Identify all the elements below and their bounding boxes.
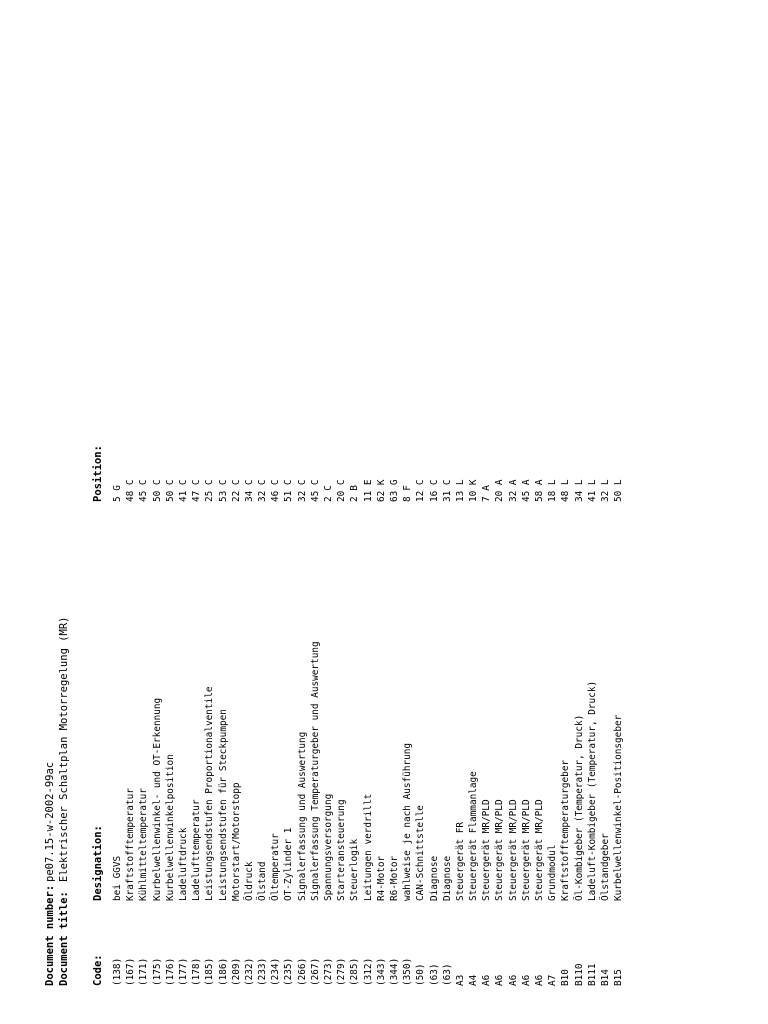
row-code: (285): [349, 957, 361, 986]
row-position: 45 C: [138, 479, 150, 502]
row-position: 32 C: [296, 479, 308, 502]
row-designation: Steuergerät MR/PLD: [520, 799, 532, 901]
row-position: 10 K: [468, 479, 480, 502]
row-code: A6: [534, 974, 545, 986]
row-designation: Steuergerät MR/PLD: [494, 799, 506, 901]
row-code: (273): [323, 957, 334, 986]
row-position: 12 C: [415, 479, 427, 502]
table-row: [243, 366, 256, 986]
row-designation: Steuergerät MR/PLD: [481, 799, 493, 901]
table-row: [414, 366, 427, 986]
row-code: B110: [573, 963, 585, 986]
row-designation: Steuerlogik: [349, 838, 361, 901]
table-row: [164, 366, 177, 986]
legend-table: [111, 366, 625, 986]
row-position: 58 A: [534, 479, 545, 502]
row-designation: Steuergerät MR/PLD: [507, 799, 519, 901]
row-code: (185): [204, 957, 216, 986]
row-code: (266): [296, 957, 308, 986]
row-code: A6: [494, 974, 506, 986]
row-position: 50 C: [151, 479, 163, 502]
row-position: 34 C: [243, 479, 255, 502]
row-code: (186): [217, 957, 229, 986]
row-designation: bei GGVS: [112, 855, 123, 901]
row-designation: Kraftstofftemperaturgeber: [560, 759, 572, 901]
row-designation: R6-Motor: [388, 855, 400, 901]
row-position: 32 C: [257, 479, 269, 502]
row-code: A6: [507, 974, 519, 986]
row-code: (350): [402, 957, 414, 986]
row-designation: Kühlmitteltemperatur: [138, 788, 150, 901]
row-code: (235): [283, 957, 295, 986]
row-designation: R4-Motor: [375, 855, 387, 901]
row-code: (171): [138, 957, 150, 986]
row-position: 63 G: [388, 479, 400, 502]
row-code: B15: [613, 969, 625, 986]
row-position: 22 C: [230, 479, 242, 502]
row-designation: Ladeluft-Kombigeber (Temperatur, Druck): [586, 680, 598, 901]
row-designation: Ladeluftdruck: [177, 827, 189, 901]
row-position: 48 L: [560, 479, 572, 502]
row-code: (343): [375, 957, 387, 986]
table-row: [467, 366, 480, 986]
document-number-label: Document number:: [44, 884, 56, 986]
table-row: [441, 366, 454, 986]
table-row: [217, 366, 230, 986]
row-position: 41 C: [177, 479, 189, 502]
table-row: [190, 366, 203, 986]
row-designation: Ladelufttemperatur: [191, 799, 203, 901]
row-position: 47 C: [191, 479, 203, 502]
row-position: 51 C: [283, 479, 295, 502]
row-position: 62 K: [375, 479, 387, 502]
table-row: [348, 366, 361, 986]
row-designation: Öldruck: [243, 861, 255, 901]
row-designation: wahlweise je nach Ausführung: [402, 742, 414, 901]
row-position: 7 A: [481, 485, 493, 502]
table-row: [573, 366, 586, 986]
row-position: 20 C: [336, 479, 348, 502]
table-row: [322, 366, 335, 986]
row-code: (312): [362, 957, 374, 986]
row-designation: Kraftstofftemperatur: [125, 788, 137, 901]
row-position: 32 L: [599, 479, 611, 502]
table-row: [203, 366, 216, 986]
row-position: 16 C: [428, 479, 440, 502]
row-designation: Ölstandgeber: [599, 833, 611, 901]
table-row: [256, 366, 269, 986]
table-row: [533, 366, 546, 986]
row-designation: Öltemperatur: [270, 833, 282, 901]
row-designation: Signalerfassung Temperaturgeber und Auswertung: [309, 641, 321, 901]
table-row: [388, 366, 401, 986]
row-code: (138): [112, 957, 123, 986]
row-designation: Grundmodul: [547, 844, 559, 901]
table-row: [586, 366, 599, 986]
row-position: 25 C: [204, 479, 216, 502]
row-code: (279): [336, 957, 348, 986]
table-row: [546, 366, 559, 986]
row-position: 50 L: [613, 479, 625, 502]
row-position: 11 E: [362, 479, 374, 502]
row-designation: Leitungen verdrillt: [362, 793, 374, 901]
table-row: [612, 366, 625, 986]
table-row: [493, 366, 506, 986]
row-code: (234): [270, 957, 282, 986]
row-code: B14: [599, 969, 611, 986]
row-position: 53 C: [217, 479, 229, 502]
row-position: 45 C: [309, 479, 321, 502]
row-position: 46 C: [270, 479, 282, 502]
document-title-label: Document title:: [58, 891, 70, 986]
row-designation: Signalerfassung und Auswertung: [296, 731, 308, 901]
row-code: (344): [388, 957, 400, 986]
designation-column-header: Designation:: [92, 825, 104, 901]
row-position: 18 L: [547, 479, 559, 502]
table-row: [559, 366, 572, 986]
row-position: 13 L: [454, 479, 466, 502]
row-designation: Leistungsendstufen für Steckpumpen: [217, 709, 229, 901]
row-designation: Kurbelwellenwinkel-Positionsgeber: [613, 714, 625, 901]
row-position: 50 C: [164, 479, 176, 502]
row-designation: Leistungsendstufen Proportionalventile: [204, 686, 216, 901]
document-title-line: [58, 616, 71, 986]
row-position: 20 A: [494, 479, 506, 502]
table-row: [111, 366, 124, 986]
row-code: B111: [586, 963, 598, 986]
table-row: [375, 366, 388, 986]
row-code: (209): [230, 957, 242, 986]
row-position: 5 G: [112, 485, 123, 502]
table-row: [520, 366, 533, 986]
row-code: (176): [164, 957, 176, 986]
row-designation: Diagnose: [441, 855, 453, 901]
code-column-header: Code:: [92, 954, 104, 986]
row-designation: Diagnose: [428, 855, 440, 901]
table-row: [124, 366, 137, 986]
row-code: A7: [547, 974, 559, 986]
row-designation: Ölstand: [257, 861, 269, 901]
document-number-line: [44, 762, 57, 986]
row-code: (177): [177, 957, 189, 986]
row-code: (232): [243, 957, 255, 986]
row-position: 48 C: [125, 479, 137, 502]
row-position: 32 A: [507, 479, 519, 502]
document-number-value: pe07.15-w-2002-99ac: [44, 761, 56, 882]
table-row: [269, 366, 282, 986]
table-row: [282, 366, 295, 986]
table-row: [296, 366, 309, 986]
row-code: A3: [454, 974, 466, 986]
row-position: 41 L: [586, 479, 598, 502]
table-row: [401, 366, 414, 986]
row-code: (167): [125, 957, 137, 986]
row-designation: Steuergerät MR/PLD: [534, 799, 545, 901]
row-code: (233): [257, 957, 269, 986]
row-code: A6: [481, 974, 493, 986]
row-code: (267): [309, 957, 321, 986]
row-code: (63): [441, 963, 453, 986]
table-row: [309, 366, 322, 986]
table-row: [507, 366, 520, 986]
row-designation: Steuergerät Flammanlage: [468, 771, 480, 901]
row-designation: Spannungsversorgung: [323, 793, 334, 901]
row-code: (175): [151, 957, 163, 986]
row-designation: Kurbelwellenwinkel- und OT-Erkennung: [151, 697, 163, 901]
table-row: [137, 366, 150, 986]
row-position: 45 A: [520, 479, 532, 502]
table-row: [480, 366, 493, 986]
table-row: [335, 366, 348, 986]
row-position: 8 F: [402, 485, 414, 502]
row-code: (63): [428, 963, 440, 986]
table-row: [454, 366, 467, 986]
table-row: [599, 366, 612, 986]
row-designation: OT-Zylinder 1: [283, 827, 295, 901]
table-row: [151, 366, 164, 986]
row-code: (50): [415, 963, 427, 986]
row-code: A4: [468, 974, 480, 986]
row-code: A6: [520, 974, 532, 986]
row-designation: Starteransteuerung: [336, 799, 348, 901]
row-designation: Kurbelwellenwinkelposition: [164, 754, 176, 901]
document-title-value: Elektrischer Schaltplan Motorregelung (MR): [58, 616, 70, 882]
row-designation: Öl-Kombigeber (Temperatur, Druck): [573, 714, 585, 901]
row-position: 2 C: [323, 485, 334, 502]
row-designation: CAN-Schnittstelle: [415, 805, 427, 901]
row-position: 34 L: [573, 479, 585, 502]
row-position: 2 B: [349, 485, 361, 502]
row-position: 31 C: [441, 479, 453, 502]
table-row: [230, 366, 243, 986]
row-designation: Steuergerät FR: [454, 821, 466, 901]
row-code: B10: [560, 969, 572, 986]
row-designation: Motorstart/Motorstopp: [230, 782, 242, 901]
table-row: [177, 366, 190, 986]
table-row: [428, 366, 441, 986]
table-row: [362, 366, 375, 986]
row-code: (178): [191, 957, 203, 986]
position-column-header: Position:: [92, 445, 104, 502]
